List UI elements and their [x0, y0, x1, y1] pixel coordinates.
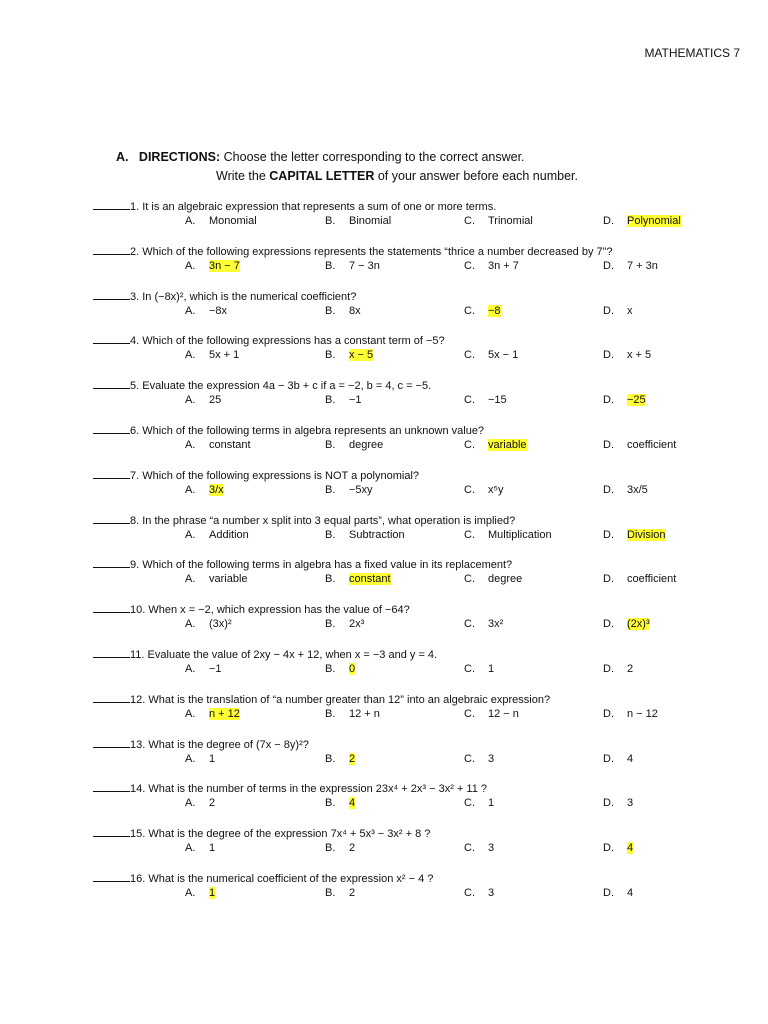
answer-blank[interactable] — [93, 826, 130, 837]
answer-blank[interactable] — [93, 647, 130, 658]
question-text: What is the degree of the expression 7x⁴ + 5x³ − 3x² + 8 ? — [148, 828, 431, 841]
option-text: variable — [488, 439, 527, 451]
question-number: 2. — [130, 245, 140, 258]
option-row — [93, 617, 713, 632]
option-a — [185, 438, 251, 453]
option-d — [603, 528, 666, 543]
question-item — [93, 333, 713, 363]
option-letter: A. — [185, 752, 196, 765]
option-a — [185, 572, 248, 587]
option-c — [464, 528, 552, 543]
option-text: −5xy — [349, 483, 373, 496]
question-number: 5. — [130, 380, 140, 393]
question-number: 3. — [130, 290, 140, 303]
question-line — [93, 737, 713, 752]
option-text: 4 — [627, 842, 634, 855]
option-text: (3x)² — [209, 618, 232, 631]
question-number: 10. — [130, 604, 146, 617]
question-item — [93, 647, 713, 677]
option-text: 5x + 1 — [209, 349, 240, 362]
option-a — [185, 752, 215, 767]
option-c — [464, 617, 503, 632]
question-item — [93, 826, 713, 856]
option-letter: B. — [325, 349, 336, 362]
option-text: 8x — [349, 304, 361, 317]
answer-blank[interactable] — [93, 333, 130, 344]
option-c — [464, 662, 494, 677]
question-number: 12. — [130, 693, 146, 706]
option-text: Multiplication — [488, 528, 552, 541]
option-text: constant — [209, 439, 251, 451]
directions-label: DIRECTIONS: — [138, 150, 221, 164]
option-text: Trinomial — [488, 215, 533, 227]
option-letter: D. — [603, 573, 614, 586]
option-letter: B. — [325, 842, 336, 855]
option-letter: A. — [185, 304, 196, 317]
option-letter: B. — [325, 573, 336, 586]
option-row — [93, 393, 713, 408]
option-b — [325, 304, 361, 319]
option-text: 7 − 3n — [349, 259, 380, 272]
option-row — [93, 304, 713, 319]
option-text: 3n − 7 — [209, 259, 240, 272]
option-b — [325, 572, 391, 587]
option-d — [603, 841, 633, 856]
option-a — [185, 662, 222, 677]
option-row — [93, 438, 713, 453]
option-d — [603, 393, 646, 408]
option-letter: C. — [464, 618, 475, 631]
option-text: 1 — [209, 752, 216, 765]
question-number: 14. — [130, 783, 146, 796]
option-letter: D. — [603, 259, 614, 272]
option-text: 1 — [209, 887, 216, 899]
option-b — [325, 886, 355, 901]
option-letter: C. — [464, 394, 475, 407]
answer-blank[interactable] — [93, 468, 130, 479]
option-text: coefficient — [627, 573, 677, 586]
option-text: Division — [627, 528, 666, 541]
question-text: What is the number of terms in the expression 23x⁴ + 2x³ − 3x² + 11 ? — [148, 783, 488, 796]
option-text: 4 — [627, 752, 634, 765]
question-item — [93, 378, 713, 408]
question-number: 1. — [130, 201, 140, 213]
option-c — [464, 483, 504, 498]
option-text: 2 — [209, 797, 216, 810]
option-text: −15 — [488, 394, 507, 407]
question-number: 11. — [130, 649, 145, 661]
question-item — [93, 602, 713, 632]
option-row — [93, 796, 713, 811]
option-text: Monomial — [209, 215, 257, 227]
option-row — [93, 841, 713, 856]
option-text: x⁵y — [488, 483, 504, 496]
answer-blank[interactable] — [93, 199, 130, 210]
option-c — [464, 752, 494, 767]
option-b — [325, 796, 355, 811]
question-item — [93, 468, 713, 498]
answer-blank[interactable] — [93, 557, 130, 568]
question-line — [93, 423, 713, 438]
question-number: 4. — [130, 335, 140, 348]
option-text: 2 — [627, 663, 634, 675]
question-number: 7. — [130, 469, 140, 482]
option-letter: B. — [325, 439, 336, 451]
answer-blank[interactable] — [93, 692, 130, 703]
option-letter: C. — [464, 663, 475, 675]
option-letter: B. — [325, 259, 336, 272]
question-text: Which of the following terms in algebra represents an unknown value? — [142, 425, 485, 437]
option-text: variable — [209, 573, 248, 586]
option-letter: B. — [325, 215, 336, 227]
option-a — [185, 528, 249, 543]
option-text: −1 — [349, 394, 362, 407]
option-d — [603, 304, 633, 319]
question-text: It is an algebraic expression that represents a sum of one or more terms. — [142, 201, 497, 213]
option-text: degree — [349, 439, 384, 451]
option-a — [185, 796, 215, 811]
option-b — [325, 528, 405, 543]
option-letter: C. — [464, 842, 475, 855]
option-letter: B. — [325, 663, 336, 675]
option-letter: D. — [603, 304, 614, 317]
option-text: x − 5 — [349, 349, 374, 362]
question-item — [93, 199, 713, 229]
question-line — [93, 647, 713, 662]
option-text: 3x² — [488, 618, 504, 631]
option-row — [93, 886, 713, 901]
question-item — [93, 513, 713, 543]
option-row — [93, 707, 713, 722]
option-text: 12 + n — [349, 707, 380, 720]
question-text: In (−8x)², which is the numerical coefficient? — [142, 290, 357, 303]
option-letter: D. — [603, 394, 614, 407]
directions-line-2 — [116, 167, 578, 186]
option-text: 3 — [488, 842, 495, 855]
option-letter: C. — [464, 528, 475, 541]
option-letter: C. — [464, 439, 475, 451]
option-letter: C. — [464, 752, 475, 765]
option-letter: D. — [603, 483, 614, 496]
question-text: Which of the following expressions has a constant term of −5? — [142, 335, 445, 348]
question-text: Evaluate the expression 4a − 3b + c if a = −2, b = 4, c = −5. — [142, 380, 432, 393]
question-number: 9. — [130, 559, 140, 572]
option-text: 4 — [627, 887, 634, 899]
option-b — [325, 259, 380, 274]
option-row — [93, 662, 713, 677]
option-text: 12 − n — [488, 707, 519, 720]
option-row — [93, 348, 713, 363]
option-row — [93, 752, 713, 767]
option-letter: A. — [185, 797, 196, 810]
question-item — [93, 692, 713, 722]
option-text: coefficient — [627, 439, 677, 451]
option-letter: A. — [185, 618, 196, 631]
question-text: What is the numerical coefficient of the expression x² − 4 ? — [148, 873, 434, 885]
directions-block — [116, 148, 578, 186]
option-text: x + 5 — [627, 349, 652, 362]
option-letter: A. — [185, 573, 196, 586]
option-letter: C. — [464, 707, 475, 720]
option-text: 2x³ — [349, 618, 365, 631]
option-letter: B. — [325, 394, 336, 407]
option-text: constant — [349, 573, 391, 586]
option-b — [325, 707, 380, 722]
option-a — [185, 617, 232, 632]
option-text: 1 — [488, 663, 495, 675]
option-text: Polynomial — [627, 215, 681, 227]
option-letter: D. — [603, 842, 614, 855]
option-b — [325, 483, 373, 498]
option-text: Addition — [209, 528, 249, 541]
question-item — [93, 423, 713, 453]
directions-line-1 — [116, 148, 578, 167]
answer-blank[interactable] — [93, 781, 130, 792]
option-d — [603, 483, 648, 498]
option-text: (2x)³ — [627, 618, 650, 631]
option-letter: B. — [325, 797, 336, 810]
option-text: 2 — [349, 842, 356, 855]
option-c — [464, 393, 507, 408]
option-d — [603, 617, 650, 632]
option-d — [603, 438, 676, 453]
question-text: In the phrase “a number x split into 3 equal parts”, what operation is implied? — [142, 514, 516, 527]
option-letter: A. — [185, 707, 196, 720]
option-letter: B. — [325, 887, 336, 899]
option-letter: C. — [464, 259, 475, 272]
option-a — [185, 483, 224, 498]
question-text: When x = −2, which expression has the value of −64? — [148, 604, 410, 617]
question-line — [93, 468, 713, 483]
option-c — [464, 707, 519, 722]
question-line — [93, 333, 713, 348]
option-d — [603, 662, 633, 677]
question-number: 16. — [130, 873, 146, 885]
question-text: What is the degree of (7x − 8y)²? — [148, 738, 309, 751]
option-text: 5x − 1 — [488, 349, 519, 362]
option-c — [464, 886, 494, 901]
question-line — [93, 602, 713, 617]
answer-blank[interactable] — [93, 378, 130, 389]
option-a — [185, 393, 221, 408]
option-text: Binomial — [349, 215, 392, 227]
option-letter: B. — [325, 707, 336, 720]
option-letter: C. — [464, 797, 475, 810]
option-text: n + 12 — [209, 707, 240, 720]
option-letter: B. — [325, 752, 336, 765]
directions-line2-pre: Write the — [216, 169, 266, 183]
option-letter: C. — [464, 215, 475, 227]
option-letter: D. — [603, 707, 614, 720]
question-text: What is the translation of “a number greater than 12” into an algebraic expression? — [148, 693, 551, 706]
option-b — [325, 617, 364, 632]
option-b — [325, 214, 391, 229]
option-letter: A. — [185, 663, 196, 675]
option-letter: D. — [603, 618, 614, 631]
option-letter: D. — [603, 797, 614, 810]
question-number: 13. — [130, 738, 146, 751]
option-b — [325, 841, 355, 856]
option-letter: A. — [185, 528, 196, 541]
option-letter: D. — [603, 215, 614, 227]
question-line — [93, 826, 713, 841]
option-letter: D. — [603, 439, 614, 451]
option-letter: A. — [185, 394, 196, 407]
option-c — [464, 214, 533, 229]
option-text: 0 — [349, 663, 356, 675]
answer-blank[interactable] — [93, 871, 130, 882]
option-c — [464, 438, 527, 453]
option-d — [603, 707, 658, 722]
option-letter: A. — [185, 215, 196, 227]
question-line — [93, 244, 713, 259]
question-line — [93, 557, 713, 572]
option-a — [185, 886, 215, 901]
option-a — [185, 707, 240, 722]
option-letter: A. — [185, 349, 196, 362]
option-text: 4 — [349, 797, 356, 810]
option-text: −8 — [488, 304, 501, 317]
option-text: 3 — [488, 752, 495, 765]
option-d — [603, 214, 681, 229]
answer-blank[interactable] — [93, 737, 130, 748]
question-line — [93, 513, 713, 528]
option-text: degree — [488, 573, 523, 586]
question-item — [93, 244, 713, 274]
option-b — [325, 348, 373, 363]
option-text: 1 — [488, 797, 495, 810]
answer-blank[interactable] — [93, 289, 130, 300]
option-letter: D. — [603, 349, 614, 362]
question-item — [93, 737, 713, 767]
question-item — [93, 289, 713, 319]
option-b — [325, 662, 355, 677]
option-text: 2 — [349, 752, 356, 765]
option-d — [603, 572, 676, 587]
option-text: 1 — [209, 842, 216, 855]
option-letter: A. — [185, 439, 196, 451]
section-marker: A. — [116, 150, 129, 164]
option-d — [603, 348, 651, 363]
question-number: 8. — [130, 514, 140, 527]
option-c — [464, 572, 522, 587]
option-c — [464, 796, 494, 811]
option-c — [464, 304, 501, 319]
option-letter: B. — [325, 304, 336, 317]
option-b — [325, 393, 362, 408]
option-d — [603, 886, 633, 901]
option-b — [325, 752, 355, 767]
question-item — [93, 557, 713, 587]
directions-line2-bold: CAPITAL LETTER — [269, 169, 375, 183]
question-line — [93, 781, 713, 796]
option-text: 3 — [627, 797, 634, 810]
question-text: Which of the following expressions represents the statements “thrice a number decreased by 7”? — [142, 245, 613, 258]
question-line — [93, 378, 713, 393]
directions-line2-post: of your answer before each number. — [377, 169, 578, 183]
answer-blank[interactable] — [93, 513, 130, 524]
option-letter: D. — [603, 887, 614, 899]
question-text: Evaluate the value of 2xy − 4x + 12, when x = −3 and y = 4. — [147, 649, 438, 661]
option-letter: A. — [185, 842, 196, 855]
option-d — [603, 796, 633, 811]
option-a — [185, 259, 240, 274]
option-text: 7 + 3n — [627, 259, 658, 272]
option-letter: D. — [603, 752, 614, 765]
option-text: 3 — [488, 887, 495, 899]
option-a — [185, 348, 239, 363]
option-letter: C. — [464, 573, 475, 586]
question-item — [93, 781, 713, 811]
option-text: x — [627, 304, 633, 317]
answer-blank[interactable] — [93, 423, 130, 434]
option-a — [185, 841, 215, 856]
option-text: Subtraction — [349, 528, 405, 541]
option-letter: C. — [464, 349, 475, 362]
option-d — [603, 259, 658, 274]
question-line — [93, 199, 713, 214]
option-text: 3n + 7 — [488, 259, 519, 272]
option-row — [93, 572, 713, 587]
subject-header: MATHEMATICS 7 — [644, 46, 740, 60]
option-row — [93, 528, 713, 543]
option-letter: B. — [325, 528, 336, 541]
question-item — [93, 871, 713, 901]
option-letter: C. — [464, 887, 475, 899]
question-number: 15. — [130, 828, 146, 841]
option-b — [325, 438, 383, 453]
answer-blank[interactable] — [93, 244, 130, 255]
option-letter: C. — [464, 483, 475, 496]
option-text: 3/x — [209, 483, 224, 496]
option-row — [93, 259, 713, 274]
option-letter: B. — [325, 618, 336, 631]
answer-blank[interactable] — [93, 602, 130, 613]
option-letter: A. — [185, 483, 196, 496]
question-line — [93, 692, 713, 707]
question-text: Which of the following expressions is NOT a polynomial? — [142, 469, 420, 482]
option-letter: C. — [464, 304, 475, 317]
option-d — [603, 752, 633, 767]
question-text: Which of the following terms in algebra has a fixed value in its replacement? — [142, 559, 513, 572]
option-a — [185, 214, 257, 229]
question-line — [93, 289, 713, 304]
option-letter: A. — [185, 887, 196, 899]
option-row — [93, 483, 713, 498]
option-text: −1 — [209, 663, 222, 675]
option-a — [185, 304, 227, 319]
question-number: 6. — [130, 425, 140, 437]
option-text: 25 — [209, 394, 222, 407]
option-c — [464, 841, 494, 856]
option-letter: A. — [185, 259, 196, 272]
option-text: n − 12 — [627, 707, 658, 720]
question-line — [93, 871, 713, 886]
option-letter: D. — [603, 528, 614, 541]
option-c — [464, 259, 519, 274]
option-c — [464, 348, 518, 363]
option-text: 3x/5 — [627, 483, 648, 496]
option-row — [93, 214, 713, 229]
directions-text: Choose the letter corresponding to the correct answer. — [223, 150, 525, 164]
option-text: −25 — [627, 394, 646, 407]
option-text: 2 — [349, 887, 356, 899]
option-letter: D. — [603, 663, 614, 675]
option-letter: B. — [325, 483, 336, 496]
option-text: −8x — [209, 304, 228, 317]
